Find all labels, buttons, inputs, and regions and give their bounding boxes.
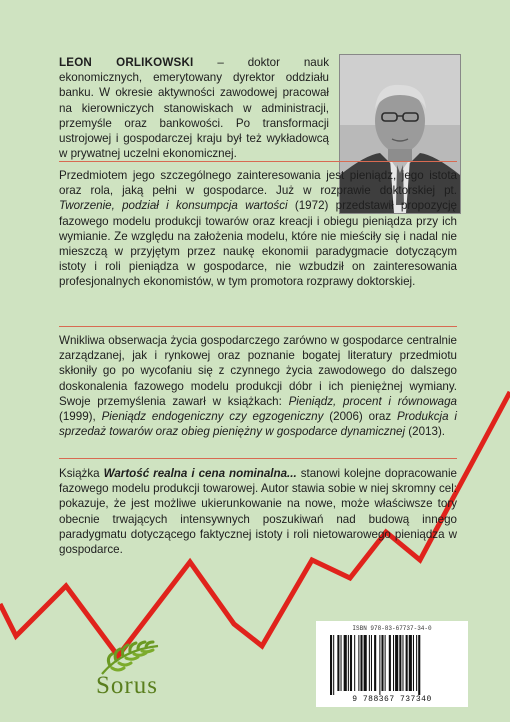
- publisher-name: Sorus: [96, 672, 158, 699]
- isbn-barcode: [316, 621, 468, 707]
- barcode-bar: [344, 635, 347, 691]
- barcode-bar: [399, 635, 401, 691]
- barcode-bar: [381, 635, 383, 691]
- author-name: LEON ORLIKOWSKI: [59, 56, 194, 69]
- paragraph-book-summary: [59, 466, 457, 557]
- barcode-bar: [402, 635, 403, 691]
- barcode-bar: [360, 635, 362, 691]
- author-bio-text: – doktor nauk ekonomicznych, emerytowany dyrektor oddziału banku. W okresie aktywności zawodowej pracował na kierowniczych stanowiskach w administracji, przemyśle oraz bankowości. Po transformacji ustrojowej i gospodarczej kraju był też wykładowcą w prywatnej uczelni ekonomicznej.: [59, 56, 329, 161]
- paragraph-research: [59, 168, 457, 290]
- book-title: Tworzenie, podział i konsumpcja wartości: [59, 199, 288, 213]
- barcode-bar: [389, 635, 391, 691]
- paragraph-text: Przedmiotem jego szczególnego zainteresowania jest pieniądz, jego istota oraz rola, jaką pełni w gospodarce. Już w rozprawie doktorskiej pt.: [59, 169, 457, 198]
- barcode-bar: [409, 635, 412, 691]
- paragraph-text: Wnikliwa obserwacja życia gospodarczego zarówno w gospodarce centralnie zarządzanej, jak i rynkowej oraz poznanie bogatej literatury przedmiotu skłoniły go po wycofaniu się z czynnego życia zawodowego do dalszego doskonalenia fazowego modelu produkcji dóbr i ich pieniężnej wymiany. Swoje przemyślenia zawarł w książkach:: [59, 334, 457, 408]
- barcode-bar: [330, 635, 332, 695]
- barcode-bar: [369, 635, 370, 691]
- barcode-bar: [354, 635, 355, 691]
- paragraph-text: (2013).: [405, 425, 446, 439]
- barcode-bar: [374, 635, 376, 691]
- publisher-logo: [92, 640, 172, 700]
- book-title: Pieniądz, procent i równowaga: [288, 394, 458, 408]
- barcode-bar: [395, 635, 398, 691]
- barcode-bar: [416, 635, 417, 691]
- barcode-bar: [348, 635, 349, 691]
- book-title: Pieniądz endogeniczny czy egzogeniczny: [101, 410, 324, 424]
- barcode-bar: [337, 635, 339, 691]
- author-bio: [59, 55, 329, 161]
- divider: [59, 161, 457, 162]
- barcode-bar: [358, 635, 359, 691]
- book-title: Produkcja i sprzedaż towarów oraz obieg pieniężny w gospodarce dynamicznej: [59, 410, 457, 439]
- barcode-bar: [385, 635, 386, 691]
- barcode-bar: [371, 635, 372, 691]
- book-title: Wartość realna i cena nominalna...: [103, 467, 297, 480]
- barcode-bar: [364, 635, 367, 691]
- barcode-bar: [333, 635, 334, 695]
- paragraph-text: Książka: [59, 467, 104, 480]
- divider: [59, 458, 457, 459]
- barcode-digits: 9 788367 737340: [352, 695, 432, 704]
- paragraph-text: (2006) oraz: [323, 410, 398, 424]
- barcode-bar: [418, 635, 420, 695]
- barcode-bar: [350, 635, 352, 691]
- divider: [59, 326, 457, 327]
- paragraph-text: (1972) przedstawił propozycję fazowego modelu produkcji towarów oraz kreacji i obiegu pieniądza przy ich wymianie. Ze względu na założenia modelu, które nie mieściły się i nadal nie mieszczą w przyjętym przez naukę ekonomii paradygmacie dotyczącym istoty i roli pieniądza w gospodarce, nie wzbudził on zainteresowania profesjonalnych ekonomistów, w tym promotora rozprawy doktorskiej.: [59, 199, 457, 289]
- barcode-bar: [413, 635, 414, 691]
- barcode-bar: [393, 635, 394, 691]
- paragraph-text: (1999),: [59, 410, 102, 424]
- barcode-bar: [341, 635, 342, 691]
- paragraph-text: stanowi kolejne dopracowanie fazowego modelu produkcji towarowej. Autor stawia sobie w niej skromny cel: pokazuje, że jest możliwe ukierunkowanie na nowe, może właściwsze tory obecnie trwających intensywnych poszukiwań nad budową innego paradygmatu dotyczącego faktycznej istoty i roli nietowarowego pieniądza w gospodarce.: [59, 467, 457, 557]
- isbn-number: ISBN 978-83-67737-34-0: [352, 625, 432, 632]
- barcode-bar: [379, 635, 380, 695]
- paragraph-books: [59, 333, 457, 439]
- barcode-bar: [406, 635, 408, 691]
